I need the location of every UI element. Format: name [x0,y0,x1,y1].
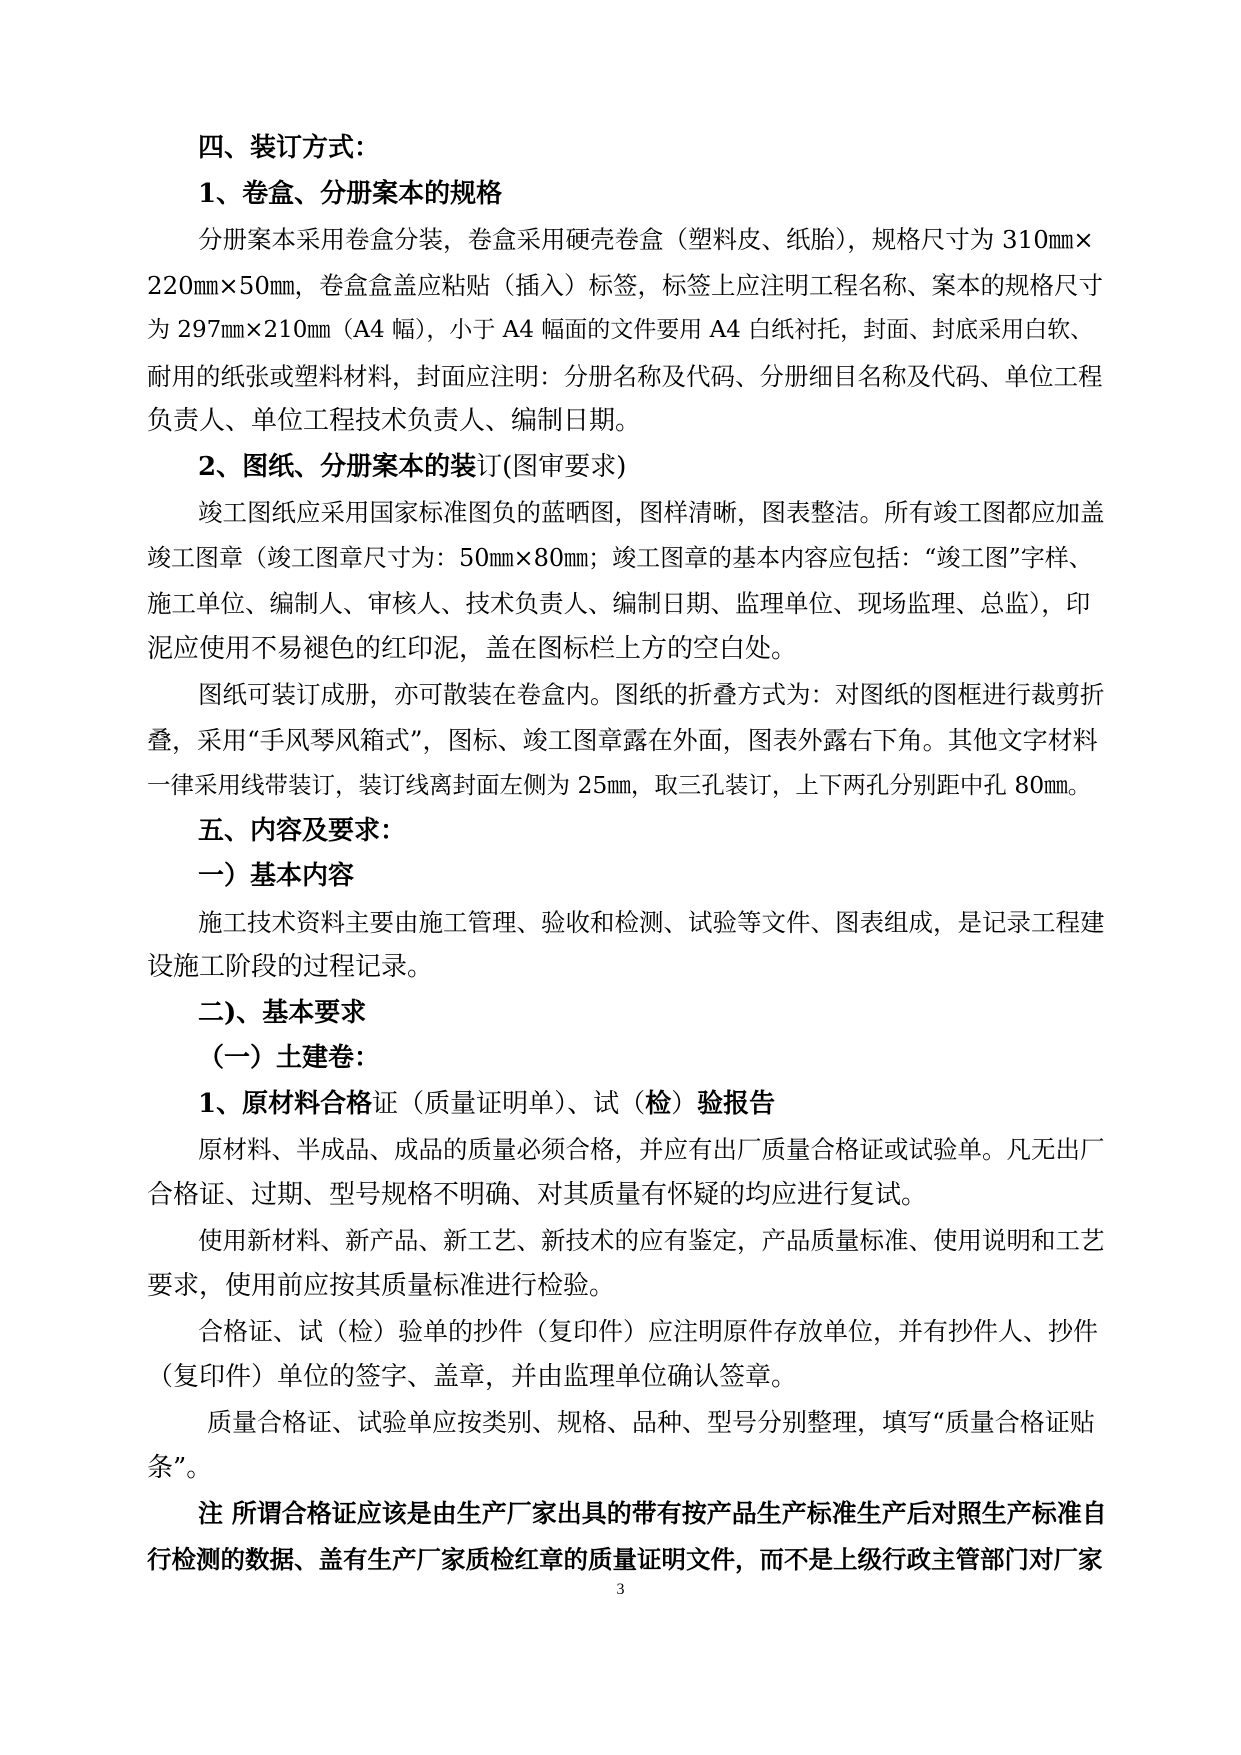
text: 使用新材料、新产品、新工艺、新技术的应有鉴定，产品质量标准、使用说明和工艺 [198,1226,1105,1255]
text: 证（质量证明单）、试（ [372,1088,646,1119]
text: 订(图审要求) [476,451,627,482]
text: 为 297㎜×210㎜（A4 幅），小于 A4 幅面的文件要用 A4 白纸衬托，封面、封底采用白软、 [147,317,1094,343]
text: 设施工阶段的过程记录。 [147,952,434,982]
text: 注 所谓合格证应该是由生产厂家出具的带有按产品生产标准生产后对照生产标准自 [198,1499,1107,1528]
text: 合格证、过期、型号规格不明确、对其质量有怀疑的均应进行复试。 [147,1179,928,1210]
paragraph-line [147,900,1107,946]
paragraph-line [147,581,1107,627]
paragraph-line [147,354,1107,400]
paragraph-line [147,1127,1107,1173]
paragraph-line [147,1264,1107,1310]
text: 四、装订方式： [198,133,381,163]
text: （复印件）单位的签字、盖章，并由监理单位确认签章。 [147,1361,798,1392]
paragraph-line [147,1446,1107,1492]
text: 2、图纸、分册案本的装 [198,451,477,482]
paragraph-line [147,399,1107,445]
text: 叠，采用“手风琴风箱式”，图标、竣工图章露在外面，图表外露右下角。其他文字材料 [147,725,1098,755]
text: 一）基本内容 [198,861,355,891]
paragraph-line [147,536,1107,582]
text: 原材料、半成品、成品的质量必须合格，并应有出厂质量合格证或试验单。凡无出厂 [198,1135,1105,1164]
text: 质量合格证、试验单应按类别、规格、品种、型号分别整理，填写“质量合格证贴 [207,1408,1095,1437]
text: 五、内容及要求： [198,815,407,846]
subsection-heading [147,172,1107,218]
text: 行检测的数据、盖有生产厂家质检红章的质量证明文件，而不是上级行政主管部门对厂家 [147,1544,1103,1574]
text: 条”。 [147,1452,213,1483]
text: 图纸可装订成册，亦可散装在卷盒内。图纸的折叠方式为：对图纸的图框进行裁剪折 [198,680,1105,709]
text: 要求，使用前应按其质量标准进行检验。 [147,1270,616,1301]
section-heading [147,126,1107,172]
subsection-heading [147,854,1107,900]
text: 合格证、试（检）验单的抄件（复印件）应注明原件存放单位，并有抄件人、抄件 [198,1317,1099,1346]
text: 验报告 [697,1088,776,1119]
paragraph-line [147,1218,1107,1264]
text: 一律采用线带装订，装订线离封面左侧为 25㎜，取三孔装订，上下两孔分别距中孔 80㎜。 [147,771,1092,799]
paragraph-line [147,1355,1107,1401]
paragraph-line [147,763,1107,809]
text: 泥应使用不易褪色的红印泥，盖在图标栏上方的空白处。 [147,633,798,664]
section-heading [147,809,1107,855]
text: 1、卷盒、分册案本的规格 [198,178,503,209]
subsection-heading [147,991,1107,1037]
paragraph-line [147,672,1107,718]
paragraph-line [147,1173,1107,1219]
subsection-heading [147,445,1107,491]
paragraph-line [147,263,1107,309]
paragraph-line [147,1400,1107,1446]
text: 施工单位、编制人、审核人、技术负责人、编制日期、监理单位、现场监理、总监），印 [147,589,1091,618]
text: ） [671,1088,698,1119]
page-number: 3 [616,1581,625,1598]
paragraph-line [147,217,1107,263]
text: 施工技术资料主要由施工管理、验收和检测、试验等文件、图表组成，是记录工程建 [198,907,1105,937]
text: 220㎜×50㎜，卷盒盒盖应粘贴（插入）标签，标签上应注明工程名称、案本的规格尺寸 [147,270,1103,300]
paragraph-line [147,308,1107,354]
paragraph-line [147,1309,1107,1355]
subsection-heading [147,1082,1107,1128]
note-line [147,1537,1107,1583]
paragraph-line [147,490,1107,536]
text: 1、原材料合格 [198,1088,373,1119]
text: 负责人、单位工程技术负责人、编制日期。 [147,406,642,436]
text: （一）土建卷： [198,1043,381,1073]
text: 二)、基本要求 [198,997,367,1028]
paragraph-line [147,945,1107,991]
paragraph-line [147,627,1107,673]
text: 竣工图纸应采用国家标准图负的蓝晒图，图样清晰，图表整洁。所有竣工图都应加盖 [198,498,1105,527]
document-body [147,126,1107,1582]
note-line [147,1491,1107,1537]
subsection-heading [147,1036,1107,1082]
text: 检 [645,1088,672,1119]
text: 耐用的纸张或塑料材料，封面应注明：分册名称及代码、分册细目名称及代码、单位工程 [147,361,1103,391]
text: 竣工图章（竣工图章尺寸为：50㎜×80㎜；竣工图章的基本内容应包括：“竣工图”字样、 [147,543,1093,572]
paragraph-line [147,718,1107,764]
text: 分册案本采用卷盒分装，卷盒采用硬壳卷盒（塑料皮、纸胎），规格尺寸为 310㎜× [198,225,1094,254]
